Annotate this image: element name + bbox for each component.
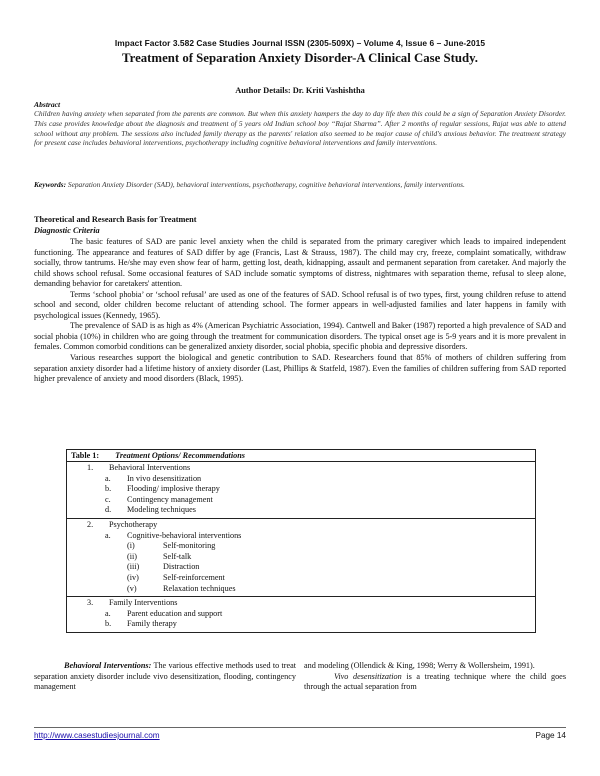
- table-section: [67, 518, 535, 596]
- paragraph: and modeling (Ollendick & King, 1998; Werry & Wollersheim, 1991).: [304, 661, 535, 670]
- paragraph: Behavioral Interventions: The various effective methods used to treat separation anxiety disorder include vivo desensitization, flooding, contingency management: [34, 661, 296, 692]
- paragraph: Vivo desensitization is a treating technique where the child goes through the actual separation from: [304, 671, 567, 692]
- paragraph: The basic features of SAD are panic level anxiety when the child is separated from the primary caregiver which leads to impaired independent functioning. The appearance and features of SAD differ by age (Francis, Last & Strauss, 1987). The child may cry, freeze, complaint somatically, withdraw socially, throw tantrums. He/she may even show fear of harm, getting lost, death, kidnapping, assault and permanent separation from caretaker. And majorly the child shows school refusal. Some occasional features of SAD include somatic symptoms of distress, nightmares with separation theme, refusal to sleep alone, demanding behavior for caretakers' attention.: [34, 237, 566, 289]
- section-heading: Theoretical and Research Basis for Treatment: [34, 215, 197, 224]
- article-title: Treatment of Separation Anxiety Disorder-A Clinical Case Study.: [122, 51, 478, 65]
- page-number: Page 14: [535, 731, 566, 740]
- abstract-heading: Abstract: [34, 100, 61, 109]
- journal-header: Impact Factor 3.582 Case Studies Journal ISSN (2305-509X) – Volume 4, Issue 6 – June-2015: [114, 38, 486, 48]
- list-item: b. Family therapy: [105, 619, 177, 629]
- abstract-text: Children having anxiety when separated from the parents are common. But when this anxiety hampers the day to day life then this could be a sign of Separation Anxiety Disorder. This case provides knowledge about the diagnosis and treatment of 5 years old Indian school boy “Rajat Sharma”. After 2 months of regular sessions, Rajat was able to attend school without any problem. The sessions also included family therapy as the parents' relation also seemed to be major cause of child's anxious behavior. The treatment strategy for present case includes behavioral interventions, psychotherapy including cognitive behavioral interventions and family interventions.: [34, 109, 566, 148]
- table-label: Table 1:: [71, 451, 100, 460]
- list-item: c. Contingency management: [105, 494, 213, 504]
- list-item: (iv) Self-reinforcement: [127, 572, 225, 582]
- table-section: [67, 596, 535, 632]
- footer-divider: [34, 727, 566, 728]
- table-caption: [67, 450, 535, 461]
- list-item: d. Modeling techniques: [105, 505, 196, 515]
- table-caption-text: Treatment Options/ Recommendations: [115, 451, 245, 460]
- table-section: [67, 461, 535, 518]
- list-item: 1. Behavioral Interventions: [87, 463, 191, 472]
- keywords-label: Keywords:: [34, 180, 67, 189]
- right-column: [304, 661, 566, 693]
- list-item: (i) Self-monitoring: [127, 541, 216, 551]
- subsection-heading: Diagnostic Criteria: [34, 226, 100, 235]
- treatment-table: [66, 449, 536, 633]
- paragraph: The prevalence of SAD is as high as 4% (American Psychiatric Association, 1994). Cantwell and Baker (1987) reported a high prevalence of SAD and social phobia (10%) in children who are going through the treatment for communication disorders. The typical onset age is 5-9 years and it is more prevalent in females. Common comorbid conditions can be generalized anxiety disorder, social phobia, specific phobia and depressive disorders.: [34, 321, 566, 352]
- list-item: a. Cognitive-behavioral interventions: [105, 530, 242, 540]
- list-item: (iii) Distraction: [127, 562, 200, 572]
- list-item: a. Parent education and support: [105, 608, 223, 618]
- list-item: a. In vivo desensitization: [105, 473, 202, 483]
- body-text: [34, 237, 566, 385]
- author-details: Author Details: Dr. Kriti Vashishtha: [235, 86, 365, 95]
- paragraph: Various researches support the biological and genetic contribution to SAD. Researchers found that 85% of mothers of children suffering from separation anxiety disorder had a lifetime history of anxiety disorder (Last, Phillips & Statfeld, 1987). Even the families of children suffering from SAD reported higher prevalence of anxiety and mood disorders (Black, 1995).: [34, 353, 566, 384]
- list-item: 2. Psychotherapy: [87, 519, 158, 529]
- journal-link[interactable]: http://www.casestudiesjournal.com: [34, 731, 160, 740]
- keywords: [34, 180, 566, 190]
- left-column: [34, 661, 296, 693]
- keywords-text: Separation Anxiety Disorder (SAD), behavioral interventions, psychotherapy, cognitive behavioral interventions, family interventions.: [67, 180, 465, 189]
- list-item: b. Flooding/ implosive therapy: [105, 484, 220, 494]
- list-item: 3. Family Interventions: [87, 598, 178, 608]
- paragraph: Terms ‘school phobia’ or ‘school refusal’ are used as one of the features of SAD. School refusal is of two types, first, young children refuse to attend school and second, older children become reluctant of attending school. The former appears in well-adjusted families and later happens in family with psychological issues (Kennedy, 1965).: [34, 289, 566, 320]
- list-item: (v) Relaxation techniques: [127, 583, 236, 593]
- behavioral-heading: Behavioral Interventions:: [64, 661, 152, 670]
- list-item: (ii) Self-talk: [127, 551, 192, 561]
